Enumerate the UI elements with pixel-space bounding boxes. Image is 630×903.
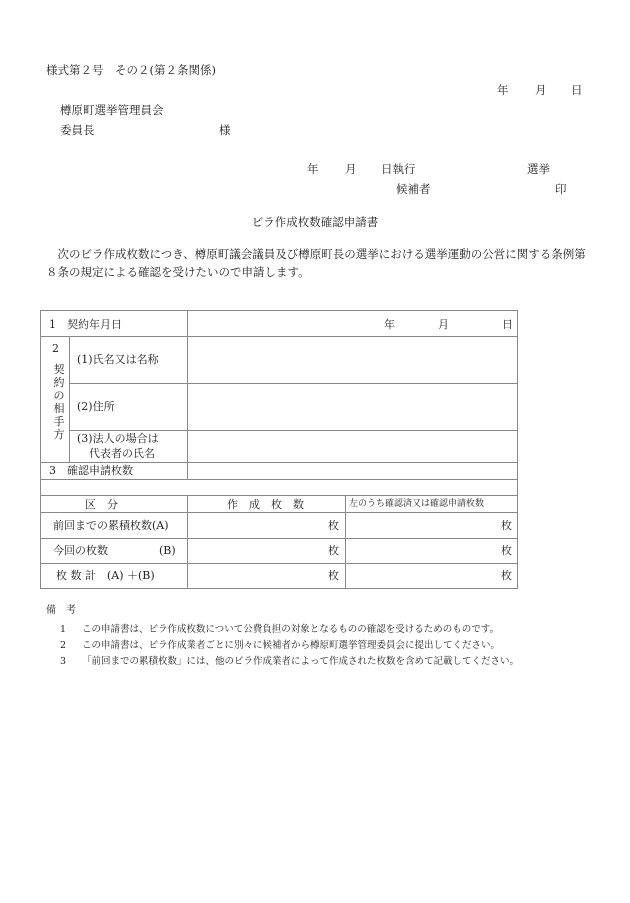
date-year-label: 年 [497,83,509,97]
election-suffix: 選挙 [527,162,550,176]
address-label: (2)住所 [77,400,115,413]
cumulative-confirmed-unit[interactable]: 枚 [501,519,512,532]
election-day-exec-label: 日執行 [381,162,416,176]
contract-date-label: 1 契約年月日 [49,318,122,331]
cumulative-count-label: 前回までの累積枚数(A) [53,519,169,532]
seal-mark: 印 [555,182,567,196]
corporate-rep-field[interactable] [189,431,516,462]
current-count-label: 今回の枚数 [53,544,108,557]
row-divider [41,462,517,463]
counterparty-number: 2 [52,342,59,355]
candidate-label: 候補者 [396,182,431,196]
row-divider [41,563,517,564]
counterparty-group-label: 契約の相手方 [53,363,65,441]
application-table [40,310,518,589]
column-divider [69,336,70,462]
header-category: 区 分 [85,498,118,511]
date-month-label: 月 [535,83,547,97]
column-divider [345,495,346,588]
note-number: 3 [60,656,67,667]
current-count-suffix: (B) [159,544,176,557]
date-day-label: 日 [571,83,583,97]
cumulative-created-unit[interactable]: 枚 [328,519,339,532]
election-month-label: 月 [345,162,357,176]
total-count-label: 枚 数 計 (A) ＋(B) [56,569,155,582]
form-number: 様式第２号 その２(第２条関係) [46,63,216,77]
header-created-count: 作 成 枚 数 [227,498,304,511]
election-year-label: 年 [307,162,319,176]
total-confirmed-unit[interactable]: 枚 [501,569,512,582]
note-number: 1 [60,624,67,635]
note-item [60,641,500,651]
row-divider [41,538,517,539]
note-text: この申請書は、ビラ作成枚数について公費負担の対象となるものの確認を受けるためのものです。 [82,624,500,635]
column-divider [187,311,188,479]
address-field[interactable] [189,384,516,430]
header-confirmed-count: 左のうち確認済又は確認申請枚数 [349,499,485,509]
total-created-unit[interactable]: 枚 [328,569,339,582]
addressee-organization: 樽原町選挙管理員会 [60,103,164,117]
current-created-unit[interactable]: 枚 [328,544,339,557]
name-field[interactable] [189,337,516,383]
contract-day-field[interactable]: 日 [502,318,513,331]
corporate-rep-label-1: (3)法人の場合は [77,432,159,445]
document-title: ビラ作成枚数確認申請書 [251,215,379,229]
corporate-rep-label-2: 代表者の氏名 [89,447,155,460]
note-item [60,625,499,635]
contract-month-field[interactable]: 月 [438,318,449,331]
note-number: 2 [60,640,67,651]
document-body: 次のビラ作成枚数につき、樽原町議会議員及び樽原町長の選挙における選挙運動の公営に関する条例第８条の規定による確認を受けたいので申請します。 [46,247,586,279]
current-confirmed-unit[interactable]: 枚 [501,544,512,557]
requested-count-label: 3 確認申請枚数 [49,464,133,477]
row-divider [41,512,517,513]
note-text: この申請書は、ビラ作成業者ごとに別々に候補者から樽原町選挙管理委員会に提出してください。 [82,640,501,651]
addressee-title: 委員長 [60,123,95,137]
note-text: 「前回までの累積枚数」には、他のビラ作成業者によって作成された枚数を含めて記載してください。 [82,656,520,667]
contract-year-field[interactable]: 年 [384,318,395,331]
name-label: (1)氏名又は名称 [77,353,159,366]
notes-heading: 備 考 [46,605,76,616]
honorific: 様 [219,123,231,137]
column-divider [187,495,188,588]
row-divider [41,479,517,480]
note-item [60,657,519,667]
row-divider [41,495,517,496]
